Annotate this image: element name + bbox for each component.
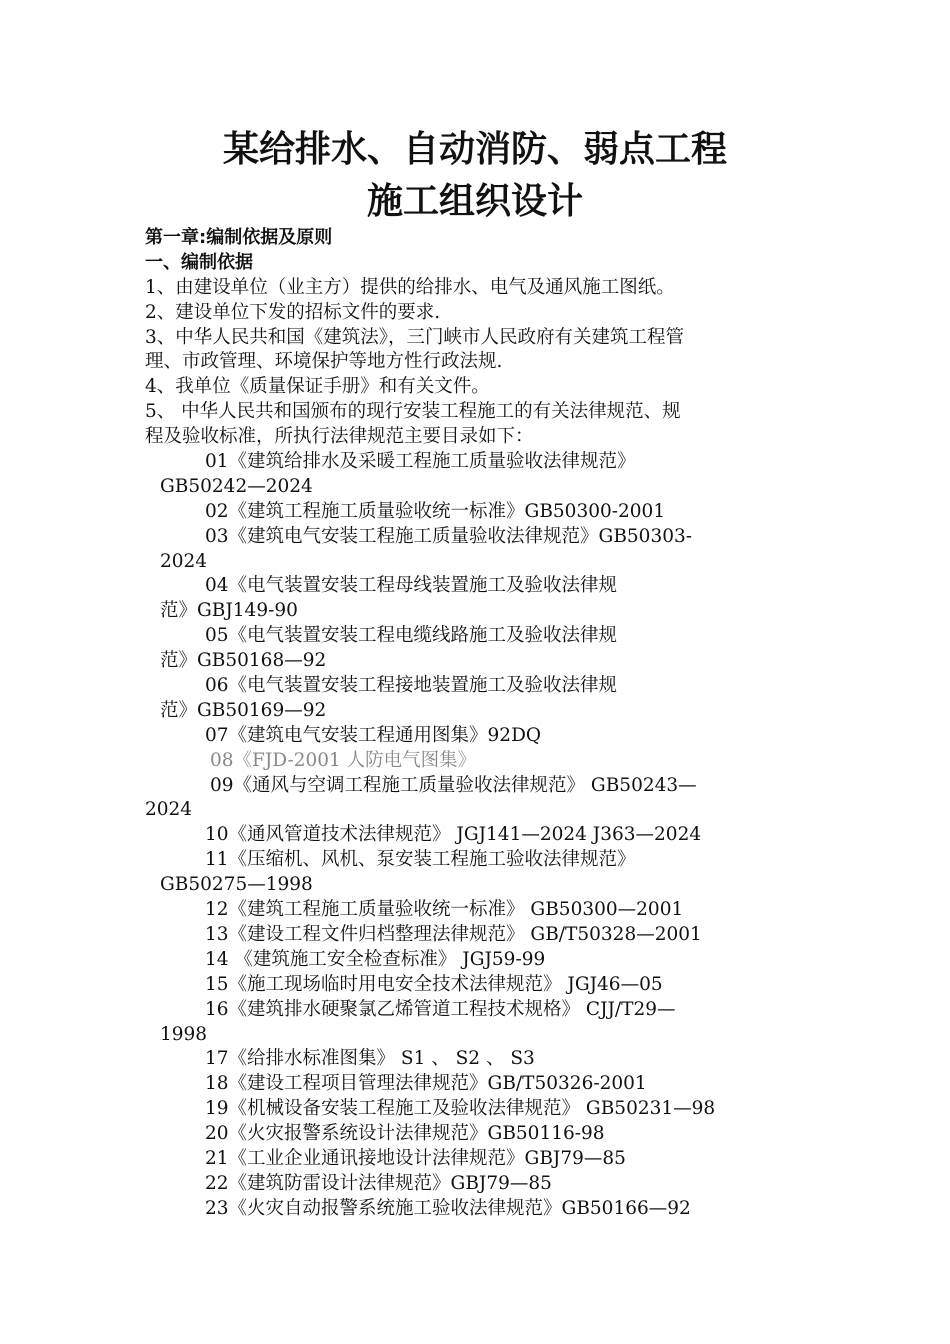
basis-item-3: 3、中华人民共和国《建筑法》，三门峡市人民政府有关建筑工程管	[145, 326, 685, 348]
standard-item-03-cont: 2024	[160, 550, 208, 572]
standard-item-21: 21《工业企业通讯接地设计法律规范》GBJ79—85	[205, 1147, 626, 1169]
standard-item-20: 20《火灾报警系统设计法律规范》GB50116-98	[205, 1123, 605, 1145]
standard-item-06-cont: 范》GB50169—92	[160, 699, 327, 721]
standard-item-18: 18《建设工程项目管理法律规范》GB/T50326-2001	[205, 1073, 647, 1095]
standard-item-19: 19《机械设备安装工程施工及验收法律规范》 GB50231—98	[205, 1098, 716, 1120]
standard-item-12: 12《建筑工程施工质量验收统一标准》 GB50300—2001	[205, 899, 684, 921]
standard-item-06: 06《电气装置安装工程接地装置施工及验收法律规	[205, 675, 618, 697]
standard-item-04-cont: 范》GBJ149-90	[160, 600, 298, 622]
document-body	[145, 226, 810, 1222]
standard-item-16-cont: 1998	[160, 1023, 208, 1045]
standard-item-05: 05《电气装置安装工程电缆线路施工及验收法律规	[205, 625, 618, 647]
basis-item-1: 1、由建设单位（业主方）提供的给排水、电气及通风施工图纸。	[145, 276, 675, 298]
standard-item-16: 16《建筑排水硬聚氯乙烯管道工程技术规格》 CJJ/T29—	[205, 998, 676, 1020]
section-heading: 一、编制依据	[145, 251, 253, 273]
basis-item-3-cont: 理、市政管理、环境保护等地方性行政法规.	[145, 351, 503, 373]
standard-item-07: 07《建筑电气安装工程通用图集》92DQ	[205, 724, 542, 746]
basis-item-5-cont: 程及验收标准，所执行法律规范主要目录如下：	[145, 426, 534, 448]
standard-item-22: 22《建筑防雷设计法律规范》GBJ79—85	[205, 1172, 552, 1194]
standard-item-23: 23《火灾自动报警系统施工验收法律规范》GB50166—92	[205, 1197, 691, 1219]
standard-item-11-cont: GB50275—1998	[160, 874, 313, 896]
standard-item-09-cont: 2024	[145, 799, 193, 821]
standard-item-15: 15《施工现场临时用电安全技术法律规范》 JGJ46—05	[205, 973, 663, 995]
standard-item-10: 10《通风管道技术法律规范》 JGJ141—2024 J363—2024	[205, 824, 702, 846]
standard-item-05-cont: 范》GB50168—92	[160, 650, 327, 672]
basis-item-4: 4、我单位《质量保证手册》和有关文件。	[145, 376, 490, 398]
standard-item-17: 17《给排水标准图集》 S1 、 S2 、 S3	[205, 1048, 535, 1070]
standard-item-01: 01《建筑给排水及采暖工程施工质量验收法律规范》	[205, 451, 636, 473]
document-title-line1: 某给排水、自动消防、弱点工程	[222, 129, 727, 170]
standard-item-14: 14 《建筑施工安全检查标准》 JGJ59-99	[205, 948, 546, 970]
standard-item-03: 03《建筑电气安装工程施工质量验收法律规范》GB50303-	[205, 525, 693, 547]
basis-item-5: 5、 中华人民共和国颁布的现行安装工程施工的有关法律规范、规	[145, 401, 681, 423]
standard-item-04: 04《电气装置安装工程母线装置施工及验收法律规	[205, 575, 618, 597]
standard-item-09: 09《通风与空调工程施工质量验收法律规范》 GB50243—	[210, 774, 697, 796]
standard-item-02: 02《建筑工程施工质量验收统一标准》GB50300-2001	[205, 500, 666, 522]
basis-item-2: 2、建设单位下发的招标文件的要求.	[145, 301, 441, 323]
standard-item-13: 13《建设工程文件归档整理法律规范》 GB/T50328—2001	[205, 923, 702, 945]
standard-item-01-cont: GB50242—2024	[160, 475, 313, 497]
standard-item-11: 11《压缩机、风机、泵安装工程施工验收法律规范》	[205, 849, 636, 871]
standard-item-08: 08《FJD-2001 人防电气图集》	[210, 749, 477, 771]
document-title-line2: 施工组织设计	[366, 181, 583, 222]
chapter-heading: 第一章:编制依据及原则	[145, 227, 333, 248]
